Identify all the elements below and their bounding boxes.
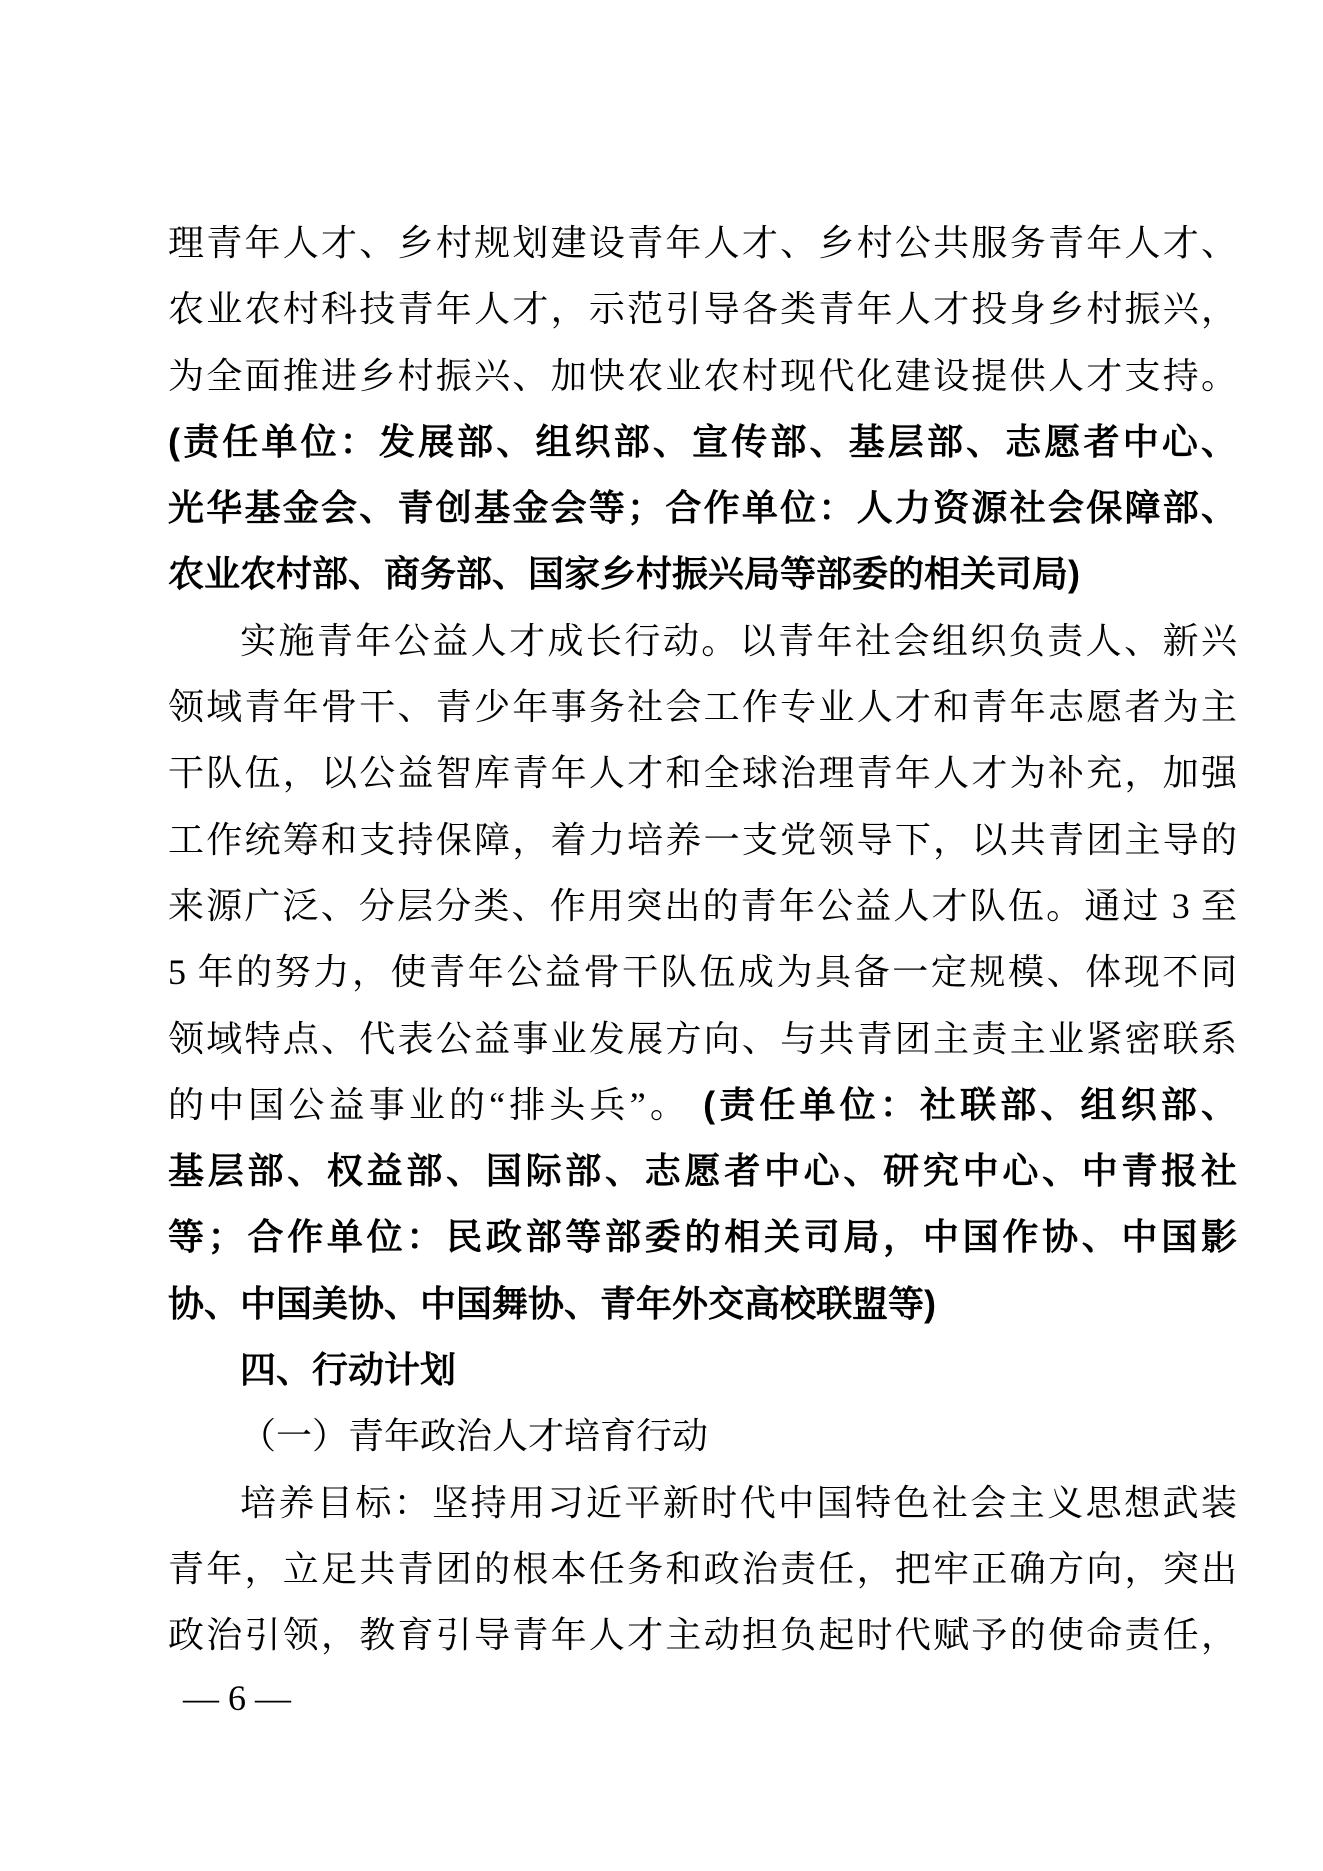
text-line [168,939,1237,1005]
text-line [168,1536,1237,1602]
responsible-units-segment: (责任单位：发展部、组织部、宣传部、基层部、志愿者中心、 [168,420,1237,462]
text-line [168,343,1237,409]
responsible-units-segment: 基层部、权益部、国际部、志愿者中心、研究中心、中青报社 [168,1150,1237,1192]
text-line [168,1138,1237,1204]
text-segment: 来源广泛、分层分类、作用突出的青年公益人才队伍。通过 3 至 [168,885,1237,926]
text-segment: 政治引领，教育引导青年人才主动担负起时代赋予的使命责任， [168,1615,1237,1656]
action-lead-segment: 实施青年公益人才成长行动。 [240,620,740,661]
text-line [168,1072,1237,1138]
text-line [168,1006,1237,1072]
responsible-units-segment: 协、中国美协、中国舞协、青年外交高校联盟等) [168,1282,936,1324]
text-line [168,873,1237,939]
section-heading-text: 四、行动计划 [240,1349,457,1391]
text-segment: 5 年的努力，使青年公益骨干队伍成为具备一定规模、体现不同 [168,952,1237,993]
text-line [168,1470,1237,1536]
text-segment: 为全面推进乡村振兴、加快农业农村现代化建设提供人才支持。 [168,355,1237,396]
text-segment: 青年，立足共青团的根本任务和政治责任，把牢正确方向，突出 [168,1548,1237,1589]
text-line [168,740,1237,806]
text-segment: 领域特点、代表公益事业发展方向、与共青团主责主业紧密联系 [168,1018,1237,1059]
text-segment: 的中国公益事业的“排头兵”。 [168,1084,704,1125]
text-line [168,1602,1237,1668]
subsection-heading-text: （一）青年政治人才培育行动 [240,1416,709,1457]
page-footer [183,1675,1237,1721]
text-line [168,608,1237,674]
text-segment: 坚持用习近平新时代中国特色社会主义思想武装 [432,1482,1237,1523]
responsible-units-segment: (责任单位：社联部、组织部、 [703,1083,1237,1125]
text-line [168,807,1237,873]
text-segment: 农业农村科技青年人才，示范引导各类青年人才投身乡村振兴， [168,289,1237,330]
text-line [168,210,1237,276]
page-number: — 6 — [183,1677,291,1718]
subsection-heading [168,1403,1237,1469]
text-line [168,541,1237,607]
text-line [168,475,1237,541]
text-line [168,1271,1237,1337]
goal-lead-segment: 培养目标： [240,1482,433,1523]
responsible-units-segment: 农业农村部、商务部、国家乡村振兴局等部委的相关司局) [168,553,1080,595]
responsible-units-segment: 等；合作单位：民政部等部委的相关司局，中国作协、中国影 [168,1216,1237,1258]
text-line [168,1204,1237,1270]
responsible-units-segment: 光华基金会、青创基金会等；合作单位：人力资源社会保障部、 [168,487,1237,529]
text-segment: 以青年社会组织负责人、新兴 [739,620,1237,661]
text-segment: 干队伍，以公益智库青年人才和全球治理青年人才为补充，加强 [168,753,1237,794]
text-line [168,674,1237,740]
text-segment: 领域青年骨干、青少年事务社会工作专业人才和青年志愿者为主 [168,687,1237,728]
text-line [168,276,1237,342]
section-heading [168,1337,1237,1403]
text-line [168,409,1237,475]
text-segment: 工作统筹和支持保障，着力培养一支党领导下，以共青团主导的 [168,819,1237,860]
text-segment: 理青年人才、乡村规划建设青年人才、乡村公共服务青年人才、 [168,223,1237,263]
